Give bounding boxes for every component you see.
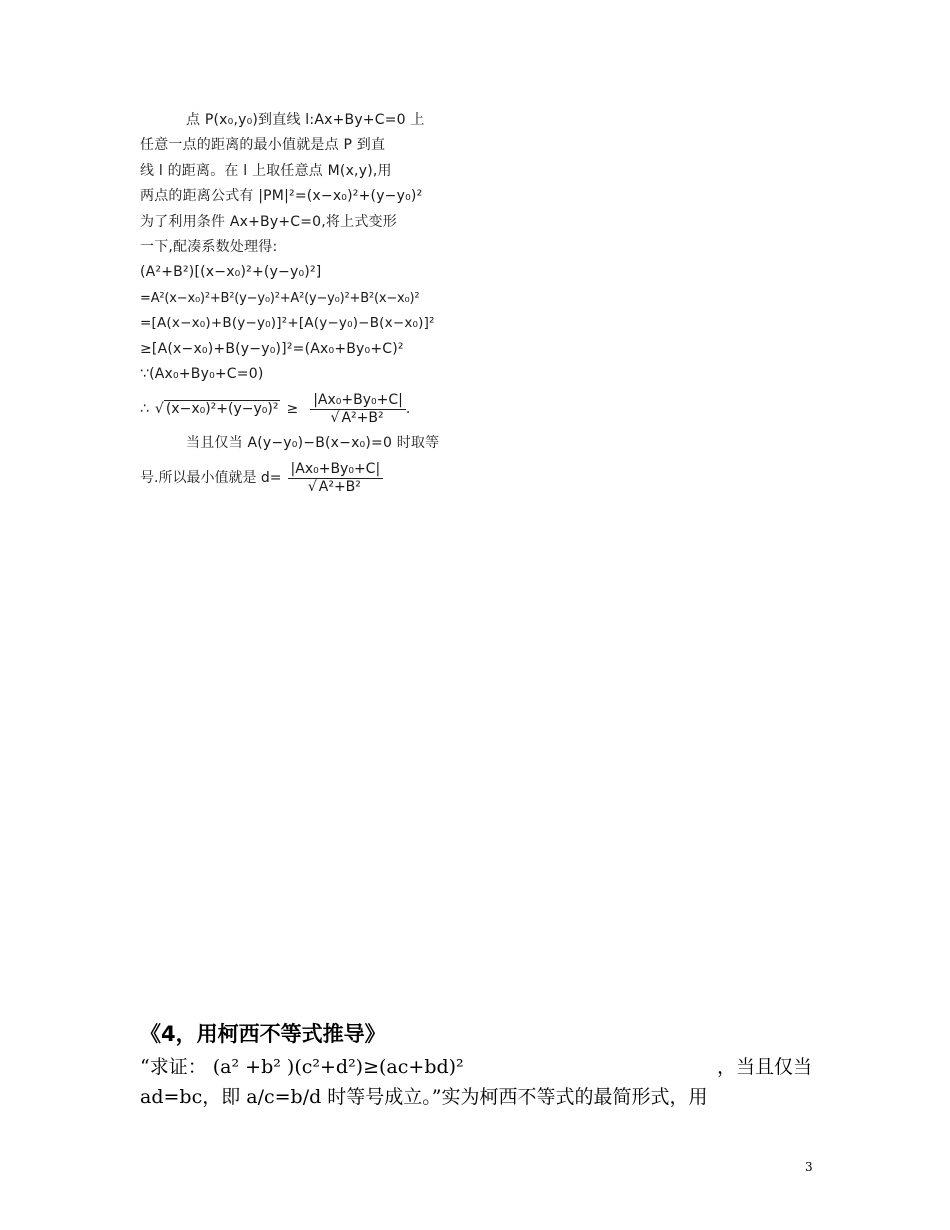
- scan-line: ∵(Ax₀+By₀+C=0): [140, 365, 264, 382]
- paragraph-line-1: [140, 1052, 812, 1079]
- fraction-numerator: |Ax₀+By₀+C|: [310, 392, 406, 410]
- scan-line: 两点的距离公式有 |PM|²=(x−x₀)²+(y−y₀)²: [140, 188, 423, 205]
- scan-line: 为了利用条件 Ax+By+C=0,将上式变形: [140, 213, 397, 230]
- page-number: 3: [805, 1160, 813, 1174]
- section-heading: 《4，用柯西不等式推导》: [140, 1022, 386, 1046]
- final-denominator-radicand: A²+B²: [318, 479, 361, 496]
- paragraph-line-2: ad=bc，即 a/c=b/d 时等号成立。”实为柯西不等式的最简形式，用: [140, 1086, 708, 1108]
- radicand: (x−x₀)²+(y−y₀)²: [165, 400, 279, 417]
- scan-line: ≥[A(x−x₀)+B(y−y₀)]²=(Ax₀+By₀+C)²: [140, 340, 404, 357]
- final-denominator: √ A²+B²: [307, 479, 361, 496]
- square-root: √ (x−x₀)²+(y−y₀)²: [154, 400, 279, 417]
- scan-line: (A²+B²)[(x−x₀)²+(y−y₀)²]: [140, 264, 322, 281]
- scanned-derivation-image: [140, 108, 470, 518]
- scan-line: 点 P(x₀,y₀)到直线 l:Ax+By+C=0 上: [186, 112, 425, 128]
- scan-line: 任意一点的距离的最小值就是点 P 到直: [140, 137, 386, 154]
- denominator-radicand: A²+B²: [341, 409, 384, 426]
- relation-symbol: ≥: [286, 400, 299, 417]
- scan-line: =A²(x−x₀)²+B²(y−y₀)²+A²(y−y₀)²+B²(x−x₀)²: [140, 290, 420, 306]
- scan-line: 线 l 的距离。在 l 上取任意点 M(x,y),用: [140, 162, 392, 179]
- fraction-denominator: √ A²+B²: [330, 409, 384, 426]
- cauchy-formula: (a² +b² )(c²+d²)≥(ac+bd)²: [212, 1056, 464, 1078]
- quote-tail: ，当且仅当: [716, 1056, 812, 1078]
- period: .: [405, 400, 411, 417]
- conclusion-inequality: [140, 389, 470, 429]
- quote-lead: “求证：: [140, 1056, 207, 1078]
- scan-line: =[A(x−x₀)+B(y−y₀)]²+[A(y−y₀)−B(x−x₀)]²: [140, 315, 435, 332]
- equality-condition: 当且仅当 A(y−y₀)−B(x−x₀)=0 时取等: [186, 435, 440, 452]
- distance-fraction: [310, 392, 406, 427]
- final-prefix: 号.所以最小值就是 d=: [140, 469, 282, 486]
- final-numerator: |Ax₀+By₀+C|: [288, 461, 384, 479]
- scan-line: 一下,配凑系数处理得:: [140, 238, 278, 255]
- therefore-symbol: ∴: [140, 400, 149, 417]
- final-distance-formula: [140, 459, 470, 499]
- final-fraction: [288, 461, 384, 496]
